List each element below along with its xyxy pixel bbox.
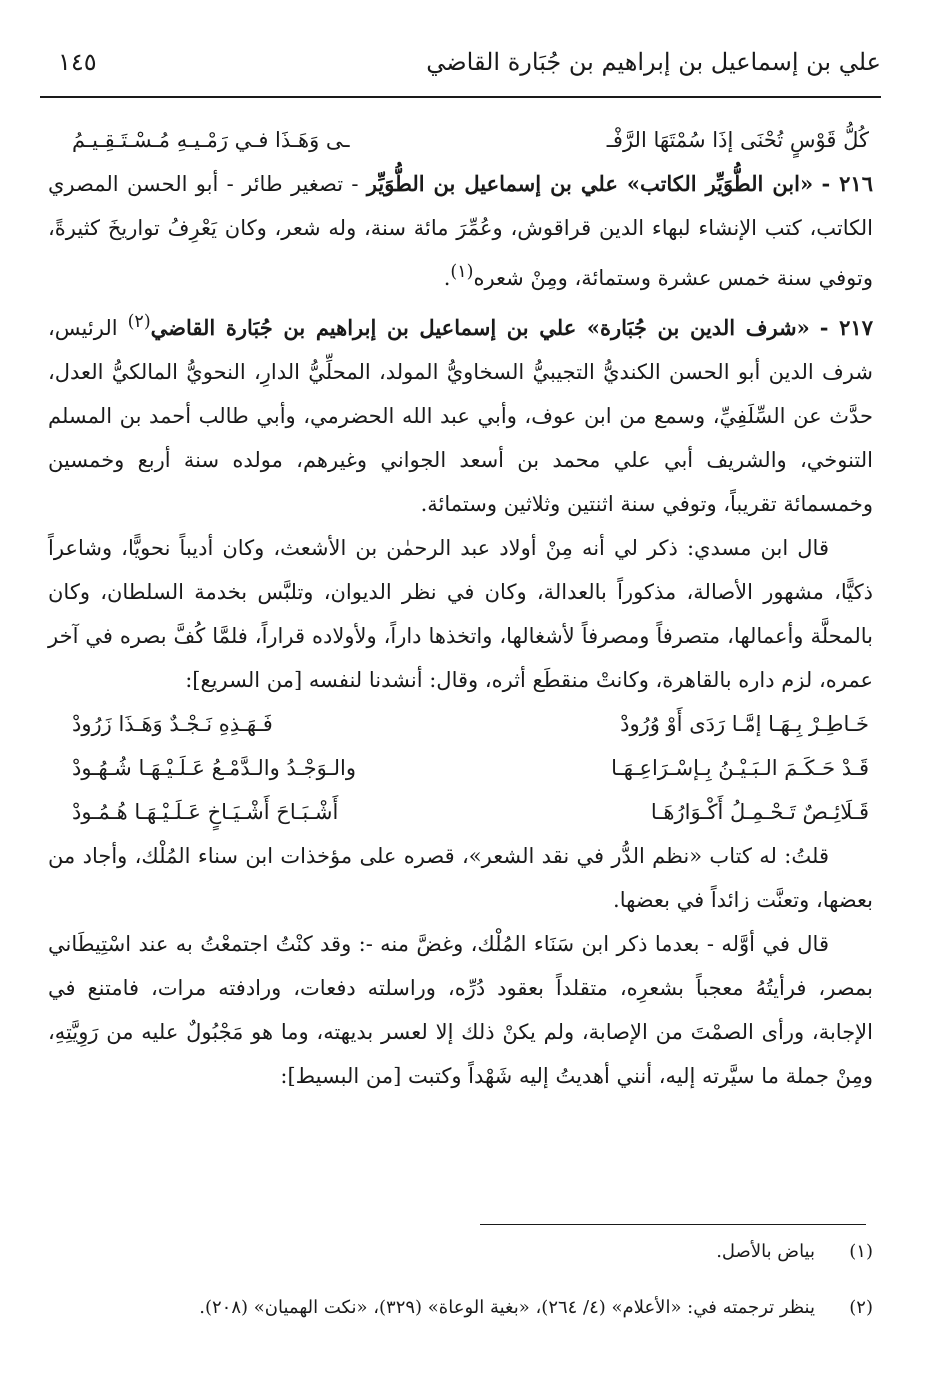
footnotes — [48, 1236, 873, 1348]
entry-217 — [48, 300, 873, 526]
verse-line — [48, 702, 873, 746]
verse-left-hemistich: ـى وَهَـذَا فـي رَمْـيـهِ مُـسْـتَـقِـيـمُ — [72, 128, 350, 152]
running-title: علي بن إسماعيل بن إبراهيم بن جُبَارة القاضي — [426, 48, 881, 76]
entry-text: - تصغير طائر - أبو الحسن المصري الكاتب، كتب الإنشاء لبهاء الدين قراقوش، وعُمِّرَ مائة سنة، وله شعر، وكان يَعْرِفُ تواريخَ كثيرةً، وتوفي سنة خمس عشرة وستمائة، ومِنْ شعره — [48, 172, 874, 290]
footnote-text: بياض بالأصل. — [716, 1241, 815, 1262]
footnote — [48, 1292, 873, 1324]
entry-216 — [48, 162, 873, 300]
footnote-ref: (٢) — [127, 312, 151, 332]
footnote-ref: (١) — [450, 262, 474, 282]
verse-line — [48, 790, 873, 834]
footnote — [48, 1236, 873, 1268]
footnote-marker: (١) — [849, 1241, 873, 1262]
header-rule — [40, 96, 881, 98]
verse-right-hemistich: خَـاطِـرْ بِـهَـا إمَّـا رَدَى أَوْ وُرُودْ — [620, 712, 869, 736]
entry-number: ٢١٦ - — [821, 171, 873, 196]
entry-text: الرئيس، شرف الدين أبو الحسن الكنديُّ التجيبيُّ السخاويُّ المولد، المحلِّيُّ الدارِ، النحويُّ المالكيُّ العدل، حدَّث عن السِّلَفِيِّ، وسمع من ابن عوف، وأبي عبد الله الحضرمي، وأبي طالب أحمد بن المسلم التنوخي، والشريف أبي علي محمد بن أسعد الجواني وغيرهم، مولده سنة أربع وخمسين وخمسمائة تقريباً، وتوفي سنة اثنتين وثلاثين وستمائة. — [48, 316, 873, 516]
entry-heading: «شرف الدين بن جُبَارة» علي بن إسماعيل بن إبراهيم بن جُبَارة القاضي — [150, 315, 810, 340]
page-number: ١٤٥ — [58, 48, 97, 76]
footnote-text: ينظر ترجمته في: «الأعلام» (٤/ ٢٦٤)، «بغية الوعاة» (٣٢٩)، «نكت الهميان» (٢٠٨). — [199, 1297, 815, 1318]
footnote-separator — [480, 1224, 866, 1225]
verse-left-hemistich: أَشْـبَـاحَ أَشْـيَـاخٍ عَـلَـيْـهَـا هُـمُـودْ — [72, 800, 339, 824]
verse-left-hemistich: والـوَجْـدُ والـدَّمْـعُ عَـلَـيْـهَـا شُـهُـودْ — [72, 756, 356, 780]
verse-line — [48, 746, 873, 790]
paragraph-qala: قال في أوَّله - بعدما ذكر ابن سَنَاء المُلْك، وغضَّ منه -: وقد كنْتُ اجتمعْتُ به عند اسْتِيطَاني بمصر، فرأيتُهُ معجباً بشعرِه، متقلداً بعقود دُرِّه، وراسلته دفعات، ورادفته مرات، فامتنع في الإجابة، ورأى الصمْتَ من الإصابة، ولم يكنْ ذلك إلا لعسر بديهته، وما هو مَجْبُولٌ عليه من رَوِيَّتِهِ، ومِنْ جملة ما سيَّرته إليه، أنني أهديتُ إليه شَهْداً وكتبت [من البسيط]: — [48, 932, 873, 1088]
paragraph-ibn-musdi: قال ابن مسدي: ذكر لي أنه مِنْ أولاد عبد الرحمٰن بن الأشعث، وكان أديباً نحويًّا، وشاعراً ذكيًّا، مشهور الأصالة، مذكوراً بالعدالة، وكان في نظر الديوان، وتلبَّس بخدمة السلطان، وكان بالمحلَّة وأعمالها، متصرفاً ومصرفاً لأشغالها، واتخذها داراً، ولأولاده قراراً، فلمَّا كُفَّ بصره في آخر عمره، لزم داره بالقاهرة، وكانتْ منقطَع أثره، وقال: أنشدنا لنفسه [من السريع]: — [48, 536, 873, 692]
verse-line-opening — [48, 118, 873, 162]
entry-tail: . — [443, 266, 451, 290]
body-text — [48, 118, 873, 1098]
entry-number: ٢١٧ - — [819, 315, 873, 340]
paragraph-qultu: قلتُ: له كتاب «نظم الدُّر في نقد الشعر»، قصره على مؤخذات ابن سناء المُلْك، وأجاد من بعضها، وتعنَّت زائداً في بعضها. — [48, 844, 873, 912]
verse-right-hemistich: قَـلَائِـصٌ تَـحْـمِـلُ أَكْـوَارُهَـا — [650, 800, 869, 824]
verse-right-hemistich: قَـدْ حَـكَـمَ الـبَـيْـنُ بِـإسْـرَاعِـهَـا — [611, 756, 869, 780]
page-header — [40, 42, 881, 98]
footnote-marker: (٢) — [849, 1297, 873, 1318]
entry-heading: «ابن الطُّوَيِّر الكاتب» علي بن إسماعيل بن الطُّوَيِّر — [366, 171, 814, 196]
verse-left-hemistich: فَـهَـذِهِ نَـجْـدٌ وَهَـذَا زَرُودْ — [72, 712, 273, 736]
verse-right-hemistich: كُلُّ قَوْسٍ تُحْنَى إذَا سُمْتَهَا الرَّفْـ — [606, 128, 869, 152]
